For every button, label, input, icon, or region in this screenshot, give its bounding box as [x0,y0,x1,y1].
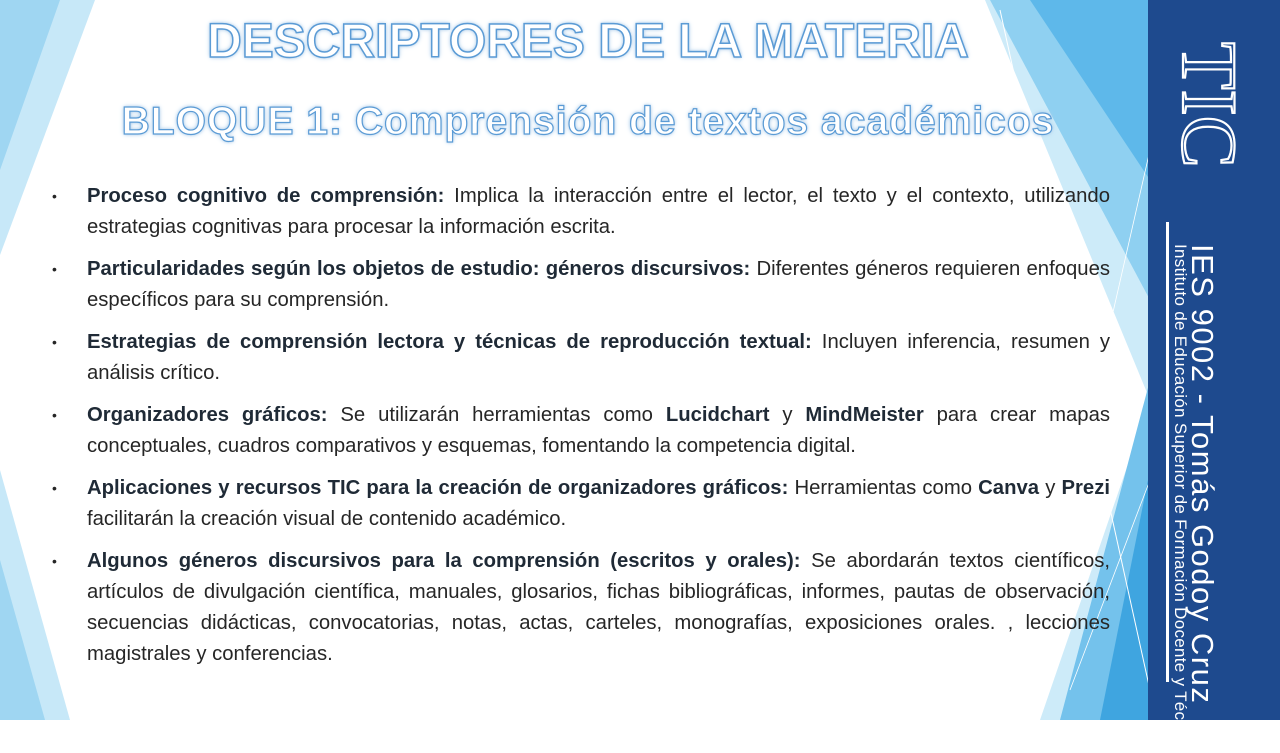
item-text: Diferentes géneros requieren enfoques específicos para su comprensión. [87,258,1110,311]
item-term: Aplicaciones y recursos TIC para la creación de organizadores gráficos: [87,477,789,499]
item-term: Estrategias de comprensión lectora y técnicas de reproducción textual: [87,331,812,353]
bullet-icon: • [52,188,57,204]
list-item [52,327,1110,389]
item-text: para crear mapas conceptuales, cuadros comparativos y esquemas, fomentando la competencia digital. [87,404,1110,457]
bullet-icon: • [52,480,57,496]
slide-subtitle: BLOQUE 1: Comprensión de textos académicos [121,100,1055,143]
slide-title: DESCRIPTORES DE LA MATERIA [207,15,969,68]
item-text: y [769,404,806,426]
item-text: Se utilizarán herramientas como [327,404,666,426]
tool-name: Canva [978,477,1040,499]
item-text: Incluyen inferencia, resumen y análisis crítico. [87,331,1111,384]
list-item [52,546,1110,670]
item-term: Particularidades según los objetos de estudio: géneros discursivos: [87,258,751,280]
bullet-icon: • [52,261,57,277]
institution-name-block [1150,232,1280,753]
tool-name: MindMeister [805,404,924,426]
bullet-icon: • [52,334,57,350]
list-item [52,400,1110,462]
tool-name: Prezi [1061,477,1110,499]
item-term: Algunos géneros discursivos para la comprensión (escritos y orales): [87,550,801,572]
list-item [52,181,1110,243]
item-text: Se abordarán textos científicos, artículos de divulgación científica, manuales, glosarios, fichas bibliográficas, informes, pautas de observación, secuencias didácticas, convocatorias, notas, actas, carteles, monografías, exposiciones orales. , lecciones magistrales y conferencias. [87,550,1111,665]
institution-subtitle: Instituto de Educación Superior de Formación Docente y Técnica [1171,244,1190,753]
bullet-icon: • [52,407,57,423]
logo-text: TIC [1166,42,1253,168]
item-text: y [1039,477,1062,499]
item-text: facilitarán la creación visual de contenido académico. [87,508,567,530]
item-term: Proceso cognitivo de comprensión: [87,185,445,207]
descriptor-list [52,181,1110,681]
item-text: Implica la interacción entre el lector, el texto y el contexto, utilizando estrategias cognitivas para procesar la información escrita. [87,185,1110,238]
list-item [52,473,1110,535]
item-term: Organizadores gráficos: [87,404,328,426]
item-text: Herramientas como [788,477,979,499]
tic-logo-icon [1166,40,1253,210]
bullet-icon: • [52,553,57,569]
institution-name: IES 9002 - Tomás Godoy Cruz [1185,244,1220,705]
tool-name: Lucidchart [665,404,770,426]
list-item [52,254,1110,316]
